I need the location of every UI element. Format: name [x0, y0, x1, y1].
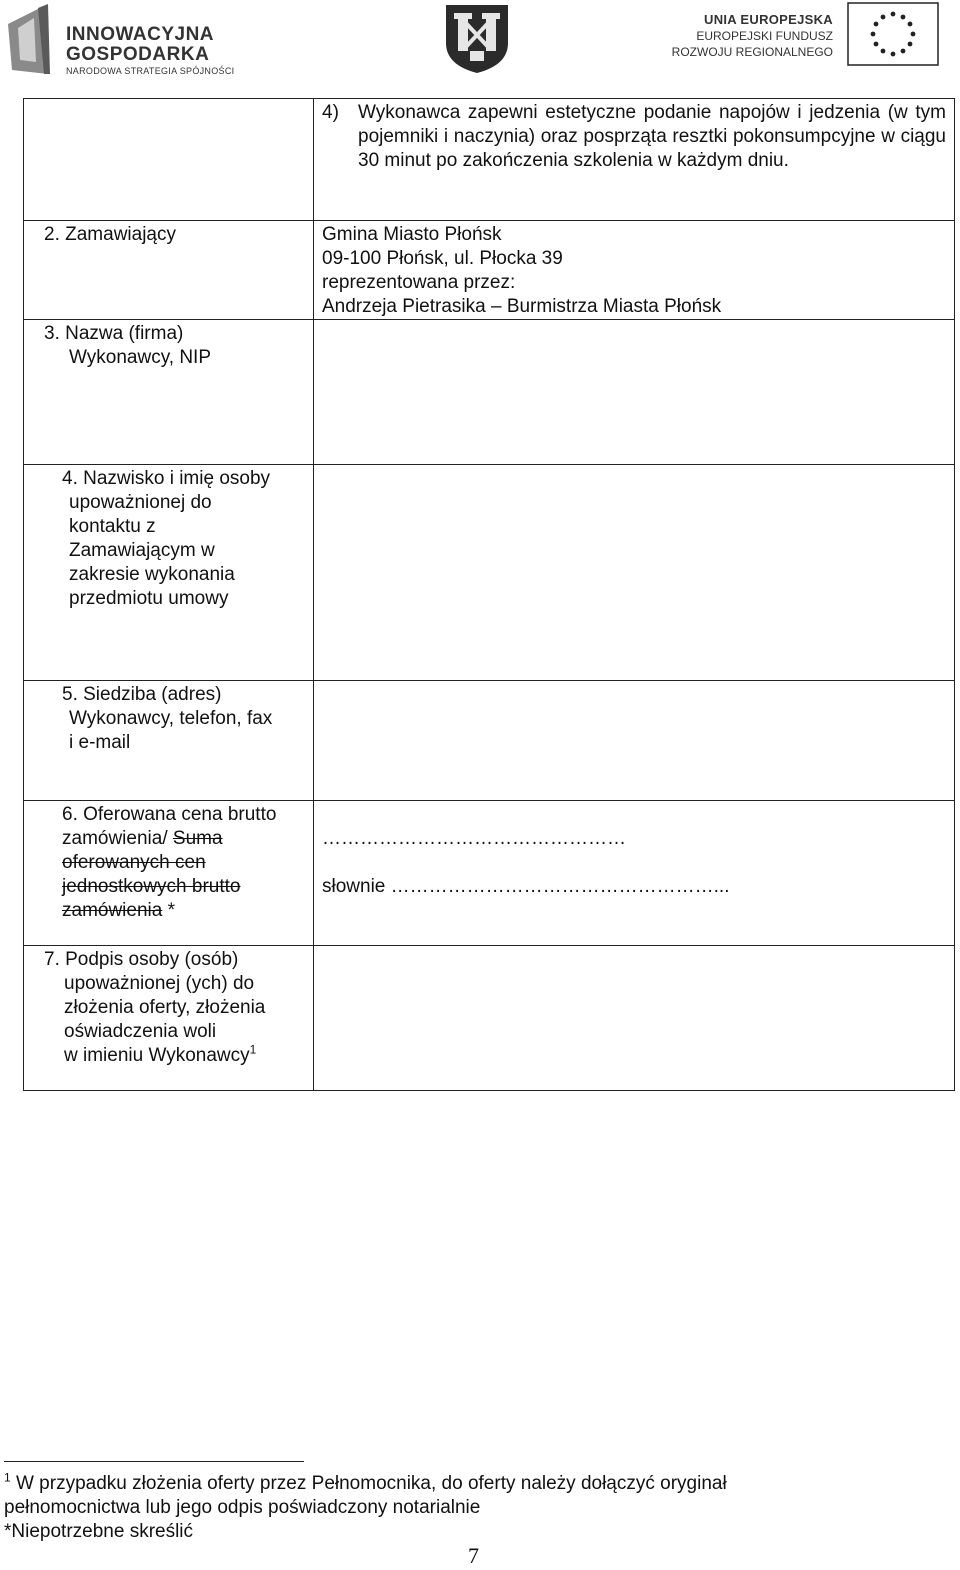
logo-line-2: GOSPODARKA — [66, 44, 210, 65]
table-row — [24, 465, 955, 681]
label-struck-line: oferowanych cen — [62, 852, 206, 873]
label-line — [44, 1044, 313, 1068]
podpis-label — [24, 946, 313, 1068]
label-line: Zamawiającym w — [69, 540, 215, 561]
label-line — [44, 899, 313, 923]
osoba-kontaktowa-label — [24, 465, 313, 611]
label-line: zakresie wykonania — [69, 564, 235, 585]
cena-brutto-label — [24, 801, 313, 923]
value-line: 09-100 Płońsk, ul. Płocka 39 — [322, 248, 563, 269]
footnote-1-continued: pełnomocnictwa lub jego odpis poświadczony notarialnie — [4, 1497, 481, 1518]
label-line: 7. Podpis osoby (osób) — [44, 949, 239, 970]
label-struck-text: zamówienia — [62, 900, 163, 921]
podpis-field[interactable] — [314, 946, 955, 1091]
offer-form-table — [23, 98, 955, 1091]
label-line: Wykonawcy, NIP — [69, 347, 212, 368]
price-in-words-line: słownie ……………………………………………... — [322, 876, 730, 897]
item-4-cell — [314, 99, 955, 221]
label-line: złożenia oferty, złożenia — [64, 997, 266, 1018]
label-line: kontaktu z — [69, 516, 156, 537]
footnote-ref: 1 — [249, 1042, 257, 1057]
label-line — [44, 827, 313, 851]
table-row — [24, 221, 955, 320]
item-4-text — [314, 99, 954, 173]
row-5-label-cell — [24, 681, 314, 801]
label-text: w imieniu Wykonawcy — [64, 1045, 250, 1066]
footnote-number: 1 — [4, 1470, 11, 1485]
value-line: reprezentowana przez: — [322, 272, 516, 293]
row-2-label-cell — [24, 221, 314, 320]
siedziba-field[interactable] — [314, 681, 955, 801]
eu-line-3: ROZWOJU REGIONALNEGO — [671, 45, 833, 59]
item-4-number: 4) — [322, 102, 339, 123]
empty-label-cell — [24, 99, 314, 221]
city-coat-of-arms-icon — [444, 3, 510, 75]
ig-logo-icon — [4, 4, 64, 78]
zamawiajacy-value — [314, 221, 954, 319]
row-3-label-cell — [24, 320, 314, 465]
footnote-text: W przypadku złożenia oferty przez Pełnomocnika, do oferty należy dołączyć oryginał — [10, 1473, 727, 1494]
item-4-body: Wykonawca zapewni estetyczne podanie napojów i jedzenia (w tym pojemniki i naczynia) oraz posprząta resztki pokonsumpcyjne w ciągu 30 minut po zakończenia szkolenia w każdym dniu. — [358, 102, 946, 171]
table-row — [24, 801, 955, 946]
cena-brutto-value — [314, 801, 954, 899]
page-number: 7 — [468, 1543, 479, 1568]
table-row — [24, 99, 955, 221]
value-line: Andrzeja Pietrasika – Burmistrza Miasta Płońsk — [322, 296, 722, 317]
asterisk: * — [162, 900, 176, 921]
table-row — [24, 946, 955, 1091]
eu-logo-text — [672, 12, 833, 60]
logo-line-1: INNOWACYJNA — [66, 24, 215, 45]
row-6-label-cell — [24, 801, 314, 946]
footnotes — [4, 1472, 904, 1544]
siedziba-label — [24, 681, 313, 755]
eu-flag-icon — [847, 2, 939, 66]
price-dots-line: ………………………………………… — [322, 828, 626, 849]
footnote-separator — [4, 1461, 304, 1462]
label-line: upoważnionej (ych) do — [64, 973, 255, 994]
label-struck-line: jednostkowych brutto — [62, 876, 241, 897]
label-line: przedmiotu umowy — [69, 588, 229, 609]
label-line: Wykonawcy, telefon, fax — [69, 708, 273, 729]
label-line: i e-mail — [69, 732, 131, 753]
innowacyjna-gospodarka-logo — [4, 4, 244, 78]
page-header — [0, 0, 960, 90]
eu-logo — [660, 2, 945, 68]
row-4-label-cell — [24, 465, 314, 681]
nazwa-wykonawcy-label — [24, 320, 313, 370]
city-coat-of-arms — [444, 3, 510, 75]
footnote-1 — [4, 1472, 904, 1496]
label-line: 4. Nazwisko i imię osoby — [62, 468, 271, 489]
label-struck-text: Suma — [172, 828, 223, 849]
label-line: 6. Oferowana cena brutto — [62, 804, 277, 825]
label-line: 3. Nazwa (firma) — [44, 323, 184, 344]
label-line: upoważnionej do — [69, 492, 212, 513]
cena-brutto-field[interactable] — [314, 801, 955, 946]
label-line: 5. Siedziba (adres) — [62, 684, 222, 705]
table-row — [24, 681, 955, 801]
logo-line-3: NARODOWA STRATEGIA SPÓJNOŚCI — [66, 66, 235, 76]
row-7-label-cell — [24, 946, 314, 1091]
eu-line-1: UNIA EUROPEJSKA — [704, 12, 833, 27]
osoba-kontaktowa-field[interactable] — [314, 465, 955, 681]
zamawiajacy-label: 2. Zamawiający — [44, 224, 176, 245]
row-2-value-cell — [314, 221, 955, 320]
asterisk-note: *Niepotrzebne skreślić — [4, 1521, 194, 1542]
eu-line-2: EUROPEJSKI FUNDUSZ — [696, 29, 833, 43]
label-line: oświadczenia woli — [64, 1021, 217, 1042]
nazwa-wykonawcy-field[interactable] — [314, 320, 955, 465]
value-line: Gmina Miasto Płońsk — [322, 224, 502, 245]
table-row — [24, 320, 955, 465]
label-plain-text: zamówienia/ — [62, 828, 173, 849]
